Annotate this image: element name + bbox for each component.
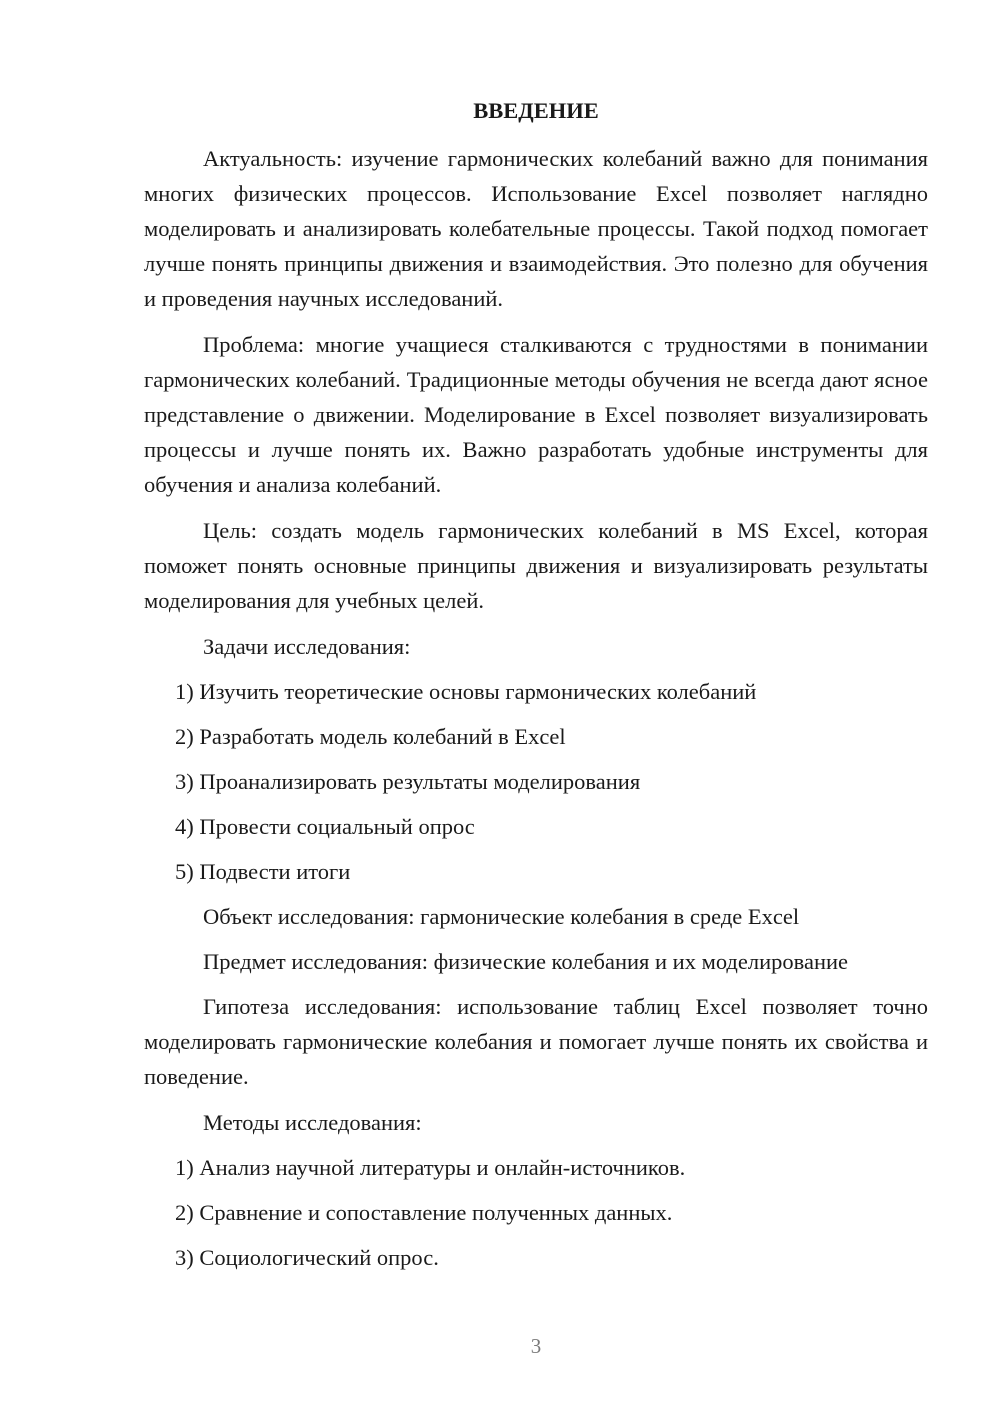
tasks-heading: Задачи исследования: xyxy=(203,634,411,659)
task-item: 5) Подвести итоги xyxy=(175,859,351,884)
task-item: 1) Изучить теоретические основы гармонических колебаний xyxy=(175,679,757,704)
task-item: 4) Провести социальный опрос xyxy=(175,814,475,839)
methods-heading: Методы исследования: xyxy=(203,1110,422,1135)
hypothesis-paragraph: Гипотеза исследования: использование таблиц Excel позволяет точно моделировать гармонические колебания и помогает лучше понять их свойства и поведение. xyxy=(144,994,928,1089)
research-object: Объект исследования: гармонические колебания в среде Excel xyxy=(203,904,800,929)
task-item: 2) Разработать модель колебаний в Excel xyxy=(175,724,566,749)
relevance-paragraph: Актуальность: изучение гармонических колебаний важно для понимания многих физических процессов. Использование Excel позволяет наглядно моделировать и анализировать колебательные процессы. Такой подход помогает лучше понять принципы движения и взаимодействия. Это полезно для обучения и проведения научных исследований. xyxy=(144,146,928,311)
method-item: 3) Социологический опрос. xyxy=(175,1245,439,1270)
research-subject: Предмет исследования: физические колебания и их моделирование xyxy=(203,949,849,974)
method-item: 2) Сравнение и сопоставление полученных данных. xyxy=(175,1200,673,1225)
goal-paragraph: Цель: создать модель гармонических колебаний в MS Excel, которая поможет понять основные принципы движения и визуализировать результаты моделирования для учебных целей. xyxy=(144,518,928,613)
section-title: ВВЕДЕНИЕ xyxy=(473,98,599,123)
method-item: 1) Анализ научной литературы и онлайн-источников. xyxy=(175,1155,686,1180)
problem-paragraph: Проблема: многие учащиеся сталкиваются с трудностями в понимании гармонических колебаний. Традиционные методы обучения не всегда дают ясное представление о движении. Моделирование в Excel позволяет визуализировать процессы и лучше понять их. Важно разработать удобные инструменты для обучения и анализа колебаний. xyxy=(144,332,928,497)
task-item: 3) Проанализировать результаты моделирования xyxy=(175,769,641,794)
page-number: 3 xyxy=(530,1334,542,1358)
document-body xyxy=(144,93,928,1275)
